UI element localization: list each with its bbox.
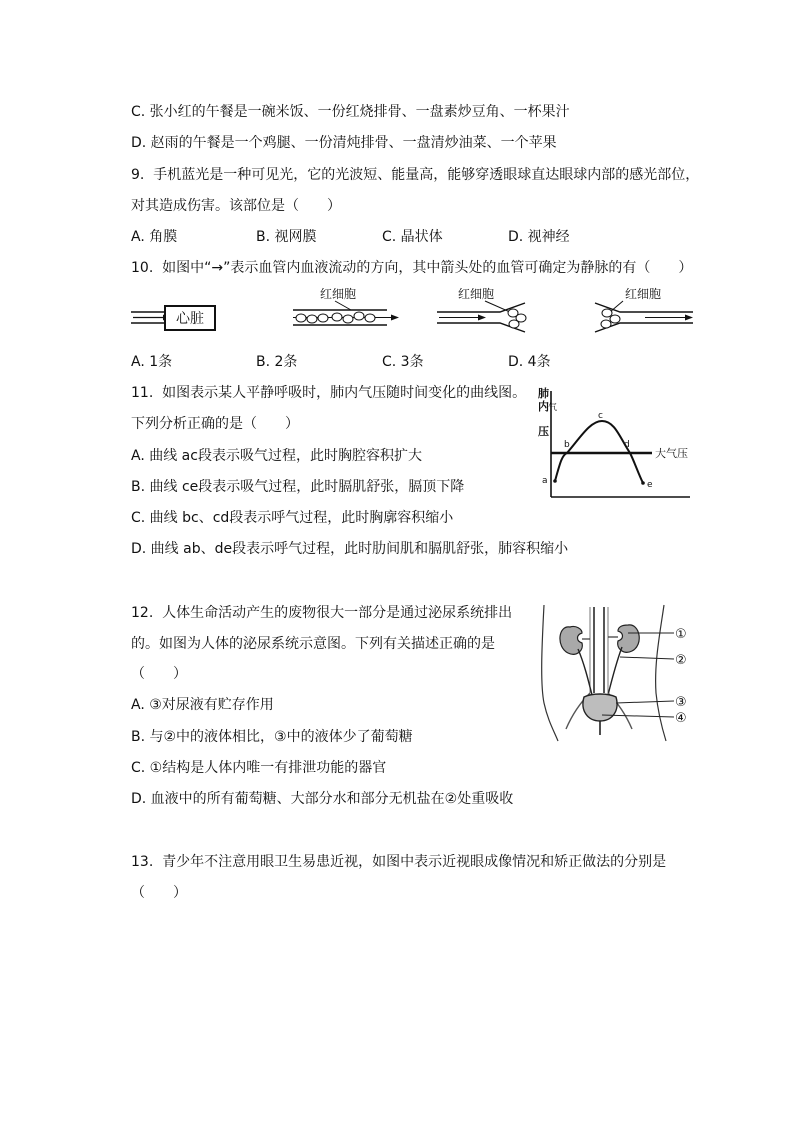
ylabel-char-3: 气: [548, 403, 558, 413]
point-a-marker: [553, 479, 557, 483]
q8-option-d: D. 赵雨的午餐是一个鸡腿、一份清炖排骨、一盘清炒油菜、一个苹果: [131, 135, 557, 151]
ylabel-char-2: 内: [538, 400, 549, 413]
q11-option-d: D. 曲线 ab、de段表示呼气过程，此时肋间肌和膈肌舒张，肺容积缩小: [131, 541, 569, 557]
rbc-label-1: 红细胞: [320, 287, 357, 301]
q12-stem-line1: 12. 人体生命活动产生的废物很大一部分是通过泌尿系统排出: [131, 605, 513, 621]
q12-option-d: D. 血液中的所有葡萄糖、大部分水和部分无机盐在②处重吸收: [131, 791, 514, 807]
q10-option-c: C. 3条: [382, 354, 424, 370]
label-1: ①: [675, 627, 687, 642]
q10-figure: [125, 285, 700, 340]
bladder: [583, 694, 617, 721]
q13-stem-line2: （ ）: [131, 885, 187, 901]
rbc-label-3: 红细胞: [625, 287, 662, 301]
q12-urinary-figure: [532, 603, 707, 743]
q9-stem-line1: 9. 手机蓝光是一种可见光，它的光波短、能量高，能够穿透眼球直达眼球内部的感光部位，: [131, 167, 700, 183]
vessel-diagram-converging: [437, 287, 526, 332]
point-e: e: [647, 480, 653, 490]
heart-label: 心脏: [176, 311, 204, 327]
point-d: d: [624, 440, 630, 450]
q9-stem-line2: 对其造成伤害。该部位是（ ）: [131, 198, 341, 214]
label-4: ④: [675, 711, 687, 726]
q11-option-a: A. 曲线 ac段表示吸气过程，此时胸腔容积扩大: [131, 448, 422, 464]
q12-option-a: A. ③对尿液有贮存作用: [131, 697, 274, 713]
q10-option-a: A. 1条: [131, 354, 173, 370]
point-b: b: [564, 440, 570, 450]
q10-stem: 10. 如图中“→”表示血管内血液流动的方向，其中箭头处的血管可确定为静脉的有（ ）: [131, 260, 693, 276]
atmospheric-label: 大气压: [655, 447, 688, 460]
q12-stem-line3: （ ）: [131, 666, 187, 682]
label-2: ②: [675, 653, 687, 668]
ylabel-char-1: 肺: [538, 387, 549, 400]
point-e-marker: [641, 481, 645, 485]
rbc-label-2: 红细胞: [458, 287, 495, 301]
q11-option-c: C. 曲线 bc、cd段表示呼气过程，此时胸廓容积缩小: [131, 510, 454, 526]
q11-pressure-figure: [530, 383, 700, 503]
q11-stem-line1: 11. 如图表示某人平静呼吸时，肺内气压随时间变化的曲线图。: [131, 385, 527, 401]
point-a: a: [542, 476, 548, 486]
q12-option-c: C. ①结构是人体内唯一有排泄功能的器官: [131, 760, 387, 776]
q10-option-b: B. 2条: [256, 354, 298, 370]
q8-option-c: C. 张小红的午餐是一碗米饭、一份红烧排骨、一盘素炒豆角、一杯果汁: [131, 104, 570, 120]
q9-option-c: C. 晶状体: [382, 229, 443, 245]
q11-stem-line2: 下列分析正确的是（ ）: [131, 416, 299, 432]
q9-option-b: B. 视网膜: [256, 229, 317, 245]
q9-option-a: A. 角膜: [131, 229, 178, 245]
q12-stem-line2: 的。如图为人体的泌尿系统示意图。下列有关描述正确的是: [131, 636, 495, 652]
q10-options: [0, 352, 794, 372]
right-ureter: [608, 647, 622, 695]
vessel-diagram-branching: [595, 287, 693, 332]
q9-options: [0, 227, 794, 247]
q13-stem-line1: 13. 青少年不注意用眼卫生易患近视，如图中表示近视眼成像情况和矫正做法的分别是: [131, 854, 667, 870]
q11-option-b: B. 曲线 ce段表示吸气过程，此时膈肌舒张，膈顶下降: [131, 479, 465, 495]
point-c: c: [598, 411, 603, 421]
ylabel-char-4: 压: [538, 425, 549, 438]
q12-option-b: B. 与②中的液体相比，③中的液体少了葡萄糖: [131, 729, 413, 745]
q10-option-d: D. 4条: [508, 354, 551, 370]
q9-option-d: D. 视神经: [508, 229, 570, 245]
vessel-diagram-heart: [131, 306, 215, 330]
vessel-diagram-capillary: [293, 287, 399, 325]
label-3: ③: [675, 695, 687, 710]
